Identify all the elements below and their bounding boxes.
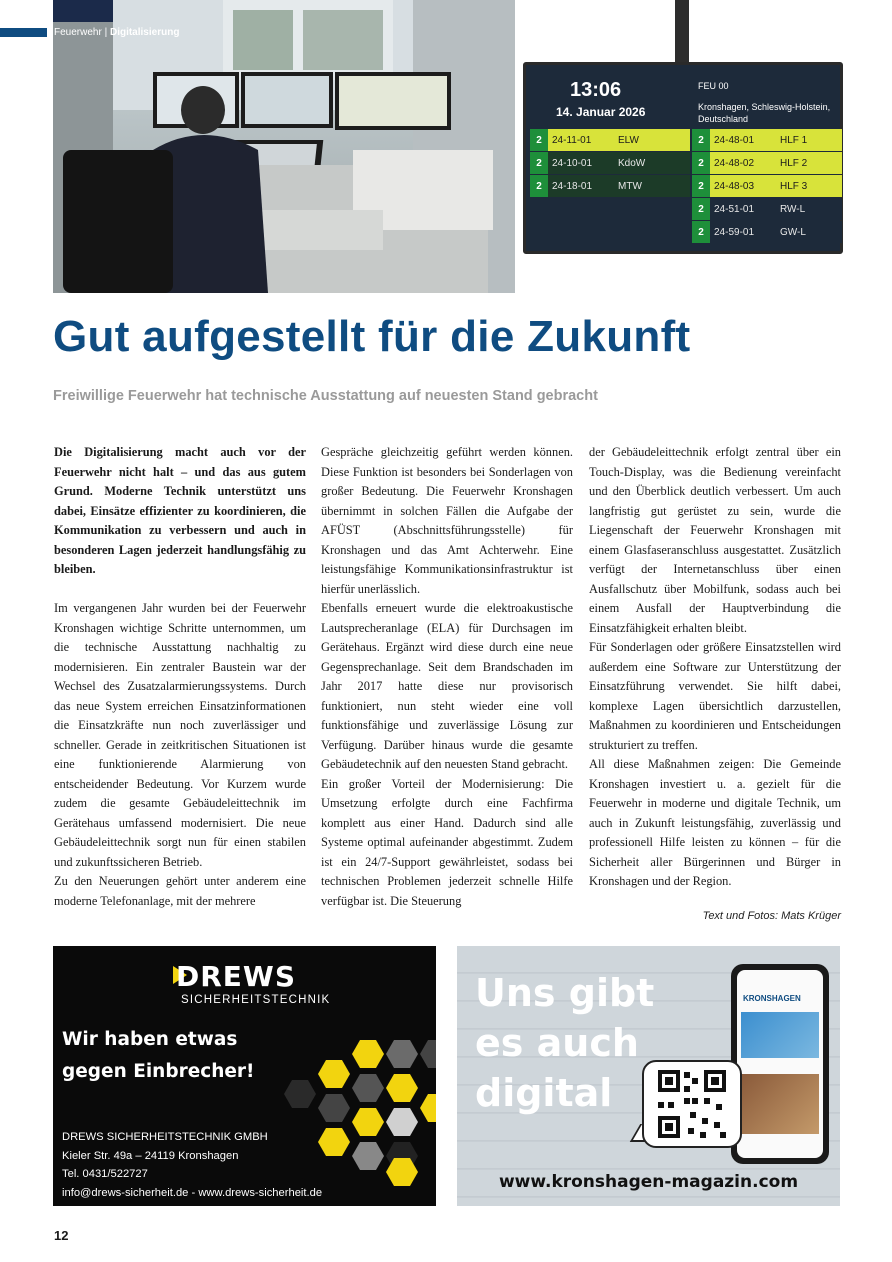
unit-status: 2	[530, 175, 548, 197]
unit-code: 24-18-01	[552, 180, 593, 192]
drews-contact[interactable]: info@drews-sicherheit.de - www.drews-sicherheit.de	[62, 1186, 323, 1199]
article-paragraph: der Gebäudeleittechnik erfolgt zentral über ein Touch-Display, was die Bedienung vereinfacht und den Überblick deutlich verbessert. Um auch langfristig gut gerüstet zu sein, wurde die Liegenschaft der Feuerwehr Kronshagen mit einem Glasfaseranschluss ausgestattet. Zusätzlich verfügt der Internetanschluss über einen Ausfallschutz über Mobilfunk, sodass auch bei einem Ausfall der Hauptverbindung die Einsatzfähigkeit erhalten bleibt.	[589, 445, 841, 635]
phone-image	[741, 1074, 819, 1134]
alarm-display	[523, 62, 843, 254]
ad-magazine[interactable]	[457, 946, 840, 1206]
magazine-claim-line: Uns gibt	[475, 971, 655, 1015]
unit-code: 24-48-02	[714, 157, 755, 169]
hex-cell	[352, 1142, 384, 1170]
unit-row	[692, 221, 842, 243]
display-date: 14. Januar 2026	[556, 105, 646, 119]
page-number: 12	[54, 1228, 69, 1243]
article-column-1	[54, 443, 306, 911]
unit-name: GW-L	[780, 226, 806, 238]
unit-row	[530, 175, 690, 197]
drews-company: DREWS SICHERHEITSTECHNIK GMBH	[62, 1131, 268, 1143]
photo-control-room	[53, 0, 515, 293]
qr-speech-bubble	[642, 1060, 742, 1148]
hex-cell	[420, 1094, 436, 1122]
phone-screen	[737, 970, 823, 1158]
unit-name: HLF 2	[780, 157, 808, 169]
section-label: Feuerwehr | Digitalisierung	[54, 27, 180, 38]
drews-claim-line: Wir haben etwas	[62, 1029, 238, 1050]
article-paragraph: Ein großer Vorteil der Modernisierung: Die Umsetzung erfolgte durch eine Fachfirma komplett aus einer Hand. Dadurch sind alle Systeme optimal aufeinander abgestimmt. Zudem ist ein 24/7-Support gewährleistet, sodass bei technischen Problemen jederzeit schnelle Hilfe verfügbar ist. Die Steuerung	[321, 776, 573, 908]
phone-image	[741, 1012, 819, 1058]
hex-cell	[284, 1080, 316, 1108]
section-name: Feuerwehr	[54, 27, 102, 38]
unit-code: 24-51-01	[714, 203, 755, 215]
unit-code: 24-48-01	[714, 134, 755, 146]
unit-list-right	[692, 129, 842, 243]
article-paragraph: Für Sonderlagen oder größere Einsatzstellen wird außerdem eine Software zur Unterstützung der Einsatzführung verwendet. Sie hilft dabei, komplexe Lagen übersichtlich darzustellen, Maßnahmen zu koordinieren und Entscheidungen strukturiert zu treffen.	[589, 640, 841, 752]
photo-alarm-display	[515, 0, 845, 293]
unit-status: 2	[692, 198, 710, 220]
magazine-url[interactable]: www.kronshagen-magazin.com	[498, 1172, 799, 1192]
display-station: FEU 00	[698, 81, 729, 91]
article-title: Gut aufgestellt für die Zukunft	[53, 312, 691, 361]
display-time: 13:06	[570, 79, 622, 101]
hex-cell	[352, 1040, 384, 1068]
unit-status: 2	[692, 129, 710, 151]
drews-claim-line: gegen Einbrecher!	[62, 1061, 255, 1082]
article-paragraph: All diese Maßnahmen zeigen: Die Gemeinde Kronshagen investiert u. a. gezielt für die Feuerwehr in moderne und digitale Technik, um auch in Zukunft leistungsfähig, zuverlässig und professionell Hilfe leisten zu können – für die Sicherheit aller Bürgerinnen und Bürger in Kronshagen und der Region.	[589, 757, 841, 888]
hex-cell	[420, 1040, 436, 1068]
unit-status: 2	[530, 152, 548, 174]
article-column-2	[321, 443, 573, 911]
unit-status: 2	[692, 221, 710, 243]
unit-code: 24-59-01	[714, 226, 755, 238]
magazine-claim-line: es auch	[475, 1021, 639, 1065]
unit-code: 24-48-03	[714, 180, 755, 192]
hex-cell	[318, 1060, 350, 1088]
unit-name: RW-L	[780, 203, 806, 215]
unit-row	[692, 152, 842, 174]
drews-address: Kieler Str. 49a – 24119 Kronshagen	[62, 1149, 239, 1162]
unit-row	[530, 152, 690, 174]
unit-name: KdoW	[618, 157, 646, 169]
drews-claim	[62, 1024, 255, 1088]
unit-status: 2	[692, 175, 710, 197]
drews-logo-subtitle: SICHERHEITSTECHNIK	[181, 994, 331, 1006]
unit-name: ELW	[618, 134, 639, 146]
photo-credit: Text und Fotos: Mats Krüger	[702, 910, 841, 922]
phone-mockup	[731, 964, 829, 1164]
section-topic: Digitalisierung	[109, 27, 180, 38]
section-marker	[0, 28, 47, 37]
control-room-illustration	[53, 0, 515, 293]
article-subtitle: Freiwillige Feuerwehr hat technische Ausstattung auf neuesten Stand gebracht	[53, 388, 598, 404]
hex-cell	[352, 1108, 384, 1136]
unit-row	[530, 129, 690, 151]
unit-list-left	[530, 129, 690, 197]
hex-cell	[386, 1040, 418, 1068]
unit-name: HLF 3	[780, 180, 808, 192]
article-lead: Die Digitalisierung macht auch vor der Feuerwehr nicht halt – und das aus gutem Grund. Moderne Technik unterstützt uns dabei, Einsätze effizienter zu koordinieren, die Kommunikation zu verbessern und auch in besonderen Lagen jederzeit handlungsfähig zu bleiben.	[54, 445, 306, 576]
hex-cell	[318, 1094, 350, 1122]
ad-drews[interactable]	[53, 946, 436, 1206]
drews-contact-block	[62, 1128, 322, 1202]
hex-cell	[386, 1108, 418, 1136]
article-paragraph: Gespräche gleichzeitig geführt werden können. Diese Funktion ist besonders bei Sonderlagen von großer Bedeutung. Die Feuerwehr Kronshagen übernimmt in solchen Fällen die Aufgabe der AFÜST (Abschnittsführungsstelle) für Kronshagen und das Amt Achterwehr. Eine leistungsfähige Kommunikationsinfrastruktur ist hierfür unerlässlich.	[321, 445, 573, 596]
hex-cell	[386, 1074, 418, 1102]
hex-cell	[318, 1128, 350, 1156]
qr-code-icon[interactable]	[644, 1062, 740, 1146]
unit-name: MTW	[618, 180, 642, 192]
unit-row	[692, 175, 842, 197]
magazine-claim-line: digital	[475, 1071, 613, 1115]
magazine-claim	[475, 968, 654, 1118]
display-location: Kronshagen, Schleswig-Holstein, Deutschland	[698, 102, 831, 124]
unit-row	[692, 198, 842, 220]
drews-logo: DREWS	[176, 960, 296, 993]
hex-cell	[352, 1074, 384, 1102]
article-column-3	[589, 443, 841, 892]
drews-phone[interactable]: Tel. 0431/522727	[62, 1168, 148, 1180]
unit-code: 24-10-01	[552, 157, 593, 169]
article-paragraph: Zu den Neuerungen gehört unter anderem eine moderne Telefonanlage, mit der mehrere	[54, 874, 306, 908]
unit-status: 2	[530, 129, 548, 151]
unit-row	[692, 129, 842, 151]
article-paragraph: Ebenfalls erneuert wurde die elektroakustische Lautsprecheranlage (ELA) für Durchsagen im Gerätehaus. Ergänzt wird diese durch eine neue Gegensprechanlage. Seit dem Brandschaden im Jahr 2017 hatte diese nur provisorisch funktioniert, nun steht wieder eine voll funktionsfähige und zuverlässige Lösung zur Verfügung. Darüber hinaus wurde die gesamte Gebäudetechnik auf den neuesten Stand gebracht.	[321, 601, 573, 771]
unit-status: 2	[692, 152, 710, 174]
display-mount	[675, 0, 689, 64]
unit-code: 24-11-01	[552, 134, 592, 146]
phone-brand: KRONSHAGEN	[743, 994, 801, 1003]
article-paragraph: Im vergangenen Jahr wurden bei der Feuerwehr Kronshagen wichtige Schritte unternommen, um die technische Ausstattung nachhaltig zu modernisieren. Ein zentraler Baustein war der Wechsel des Zusatzalarmierungssystems. Durch das neue System erreichen Einsatzinformationen die Einsatzkräfte nun noch zuverlässiger und schneller. Gerade in zeitkritischen Situationen ist eine funktionierende Alarmierung von entscheidender Bedeutung. Vor Kurzem wurde zudem die gesamte Gebäudeleittechnik im Gerätehaus umfassend modernisiert. Die neue Gebäudeleittechnik sorgt nun für einen stabilen und zukunftssicheren Betrieb.	[54, 601, 306, 869]
unit-name: HLF 1	[780, 134, 808, 146]
